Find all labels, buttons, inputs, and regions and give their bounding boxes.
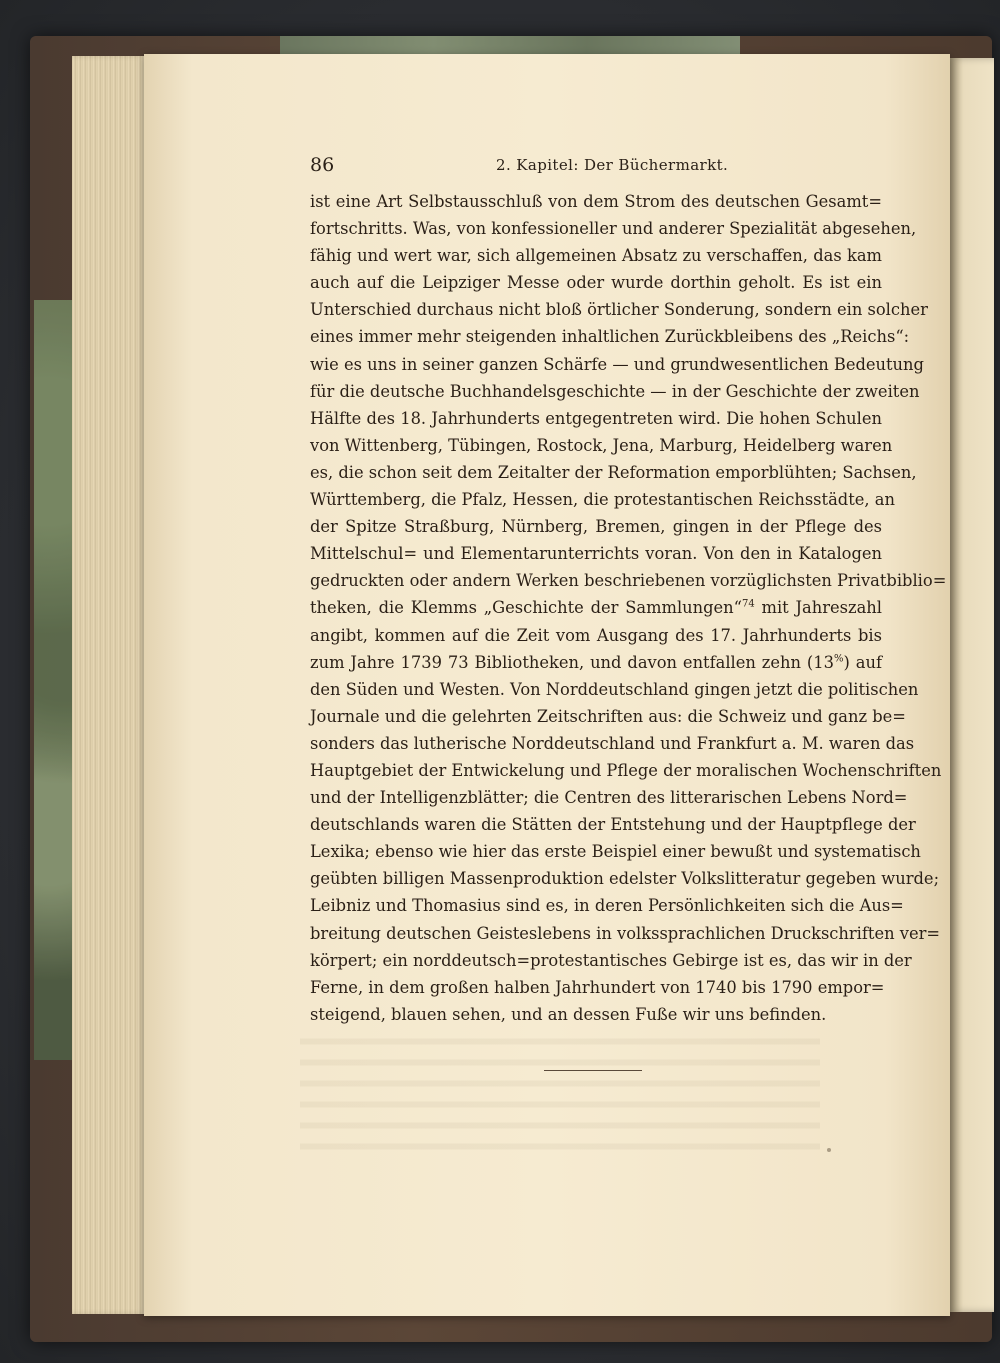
- text-line: fähig und wert war, sich allgemeinen Absatz zu verschaffen, das kam: [310, 246, 882, 266]
- text-line: fortschritts. Was, von konfessioneller und anderer Spezialität abgesehen,: [310, 219, 917, 239]
- text-line: Württemberg, die Pfalz, Hessen, die protestantischen Reichsstädte, an: [310, 490, 895, 510]
- text-line: Mittelschul= und Elementarunterrichts voran. Von den in Katalogen: [310, 544, 882, 564]
- text-line: der Spitze Straßburg, Nürnberg, Bremen, gingen in der Pflege des: [310, 517, 882, 537]
- text-line: angibt, kommen auf die Zeit vom Ausgang des 17. Jahrhunderts bis: [310, 625, 882, 645]
- text-line: sonders das lutherische Norddeutschland und Frankfurt a. M. waren das: [310, 733, 915, 753]
- footnote-reference: 74: [742, 598, 755, 610]
- text-line: körpert; ein norddeutsch=protestantisches Gebirge ist es, das wir in der: [310, 950, 912, 970]
- text-line: es, die schon seit dem Zeitalter der Reformation emporblühten; Sachsen,: [310, 462, 917, 482]
- text-line-last: steigend, blauen sehen, und an dessen Fuße wir uns befinden.: [310, 1004, 827, 1024]
- text-line-head: zum Jahre 1739 73 Bibliotheken, und davon entfallen zehn (13: [310, 652, 834, 672]
- text-line-head: theken, die Klemms „Geschichte der Sammlungen“: [310, 598, 742, 618]
- text-line-tail: mit Jahreszahl: [754, 598, 882, 618]
- text-line: Leibniz und Thomasius sind es, in deren Persönlichkeiten sich die Aus=: [310, 896, 904, 916]
- text-line: Journale und die gelehrten Zeitschriften aus: die Schweiz und ganz be=: [310, 706, 906, 726]
- text-line: Ferne, in dem großen halben Jahrhundert von 1740 bis 1790 empor=: [310, 977, 885, 997]
- text-line: von Wittenberg, Tübingen, Rostock, Jena, Marburg, Heidelberg waren: [310, 435, 893, 455]
- text-line: auch auf die Leipziger Messe oder wurde dorthin geholt. Es ist ein: [310, 273, 882, 293]
- percent-sign: %: [833, 653, 844, 665]
- text-line: breitung deutschen Geisteslebens in volkssprachlichen Druckschriften ver=: [310, 923, 941, 943]
- text-line: und der Intelligenzblätter; die Centren des litterarischen Lebens Nord=: [310, 788, 908, 808]
- page-number: 86: [310, 154, 335, 176]
- text-line-with-percent: [310, 649, 882, 676]
- text-line: eines immer mehr steigenden inhaltlichen Zurückbleibens des „Reichs“:: [310, 327, 910, 347]
- footnote-separator-rule: [544, 1070, 642, 1071]
- text-line: deutschlands waren die Stätten der Entstehung und der Hauptpflege der: [310, 815, 916, 835]
- text-line: wie es uns in seiner ganzen Schärfe — und grundwesentlichen Bedeutung: [310, 354, 924, 374]
- body-text: [310, 188, 947, 1028]
- text-line-tail: ) auf: [843, 652, 882, 672]
- text-line-with-footnote: [310, 594, 882, 621]
- text-line: Unterschied durchaus nicht bloß örtlicher Sonderung, sondern ein solcher: [310, 300, 928, 320]
- text-line: geübten billigen Massenproduktion edelster Volkslitteratur gegeben wurde;: [310, 869, 940, 889]
- marbled-top-strip: [280, 36, 740, 54]
- text-line: Hauptgebiet der Entwickelung und Pflege der moralischen Wochenschriften: [310, 760, 942, 780]
- show-through-text: [300, 1024, 820, 1154]
- running-head: 2. Kapitel: Der Büchermarkt.: [496, 156, 729, 174]
- page-header: [310, 154, 882, 178]
- page-edges-stack: [72, 56, 148, 1314]
- text-line: Hälfte des 18. Jahrhunderts entgegentreten wird. Die hohen Schulen: [310, 408, 882, 428]
- text-line: Lexika; ebenso wie hier das erste Beispiel einer bewußt und systematisch: [310, 842, 921, 862]
- text-line: gedruckten oder andern Werken beschriebenen vorzüglichsten Privatbiblio=: [310, 571, 947, 591]
- paper-speck: [827, 1148, 831, 1152]
- text-line: den Süden und Westen. Von Norddeutschland gingen jetzt die politischen: [310, 679, 919, 699]
- text-line: ist eine Art Selbstausschluß von dem Strom des deutschen Gesamt=: [310, 192, 882, 211]
- facing-page-edge: [950, 58, 994, 1312]
- text-line: für die deutsche Buchhandelsgeschichte — in der Geschichte der zweiten: [310, 381, 920, 401]
